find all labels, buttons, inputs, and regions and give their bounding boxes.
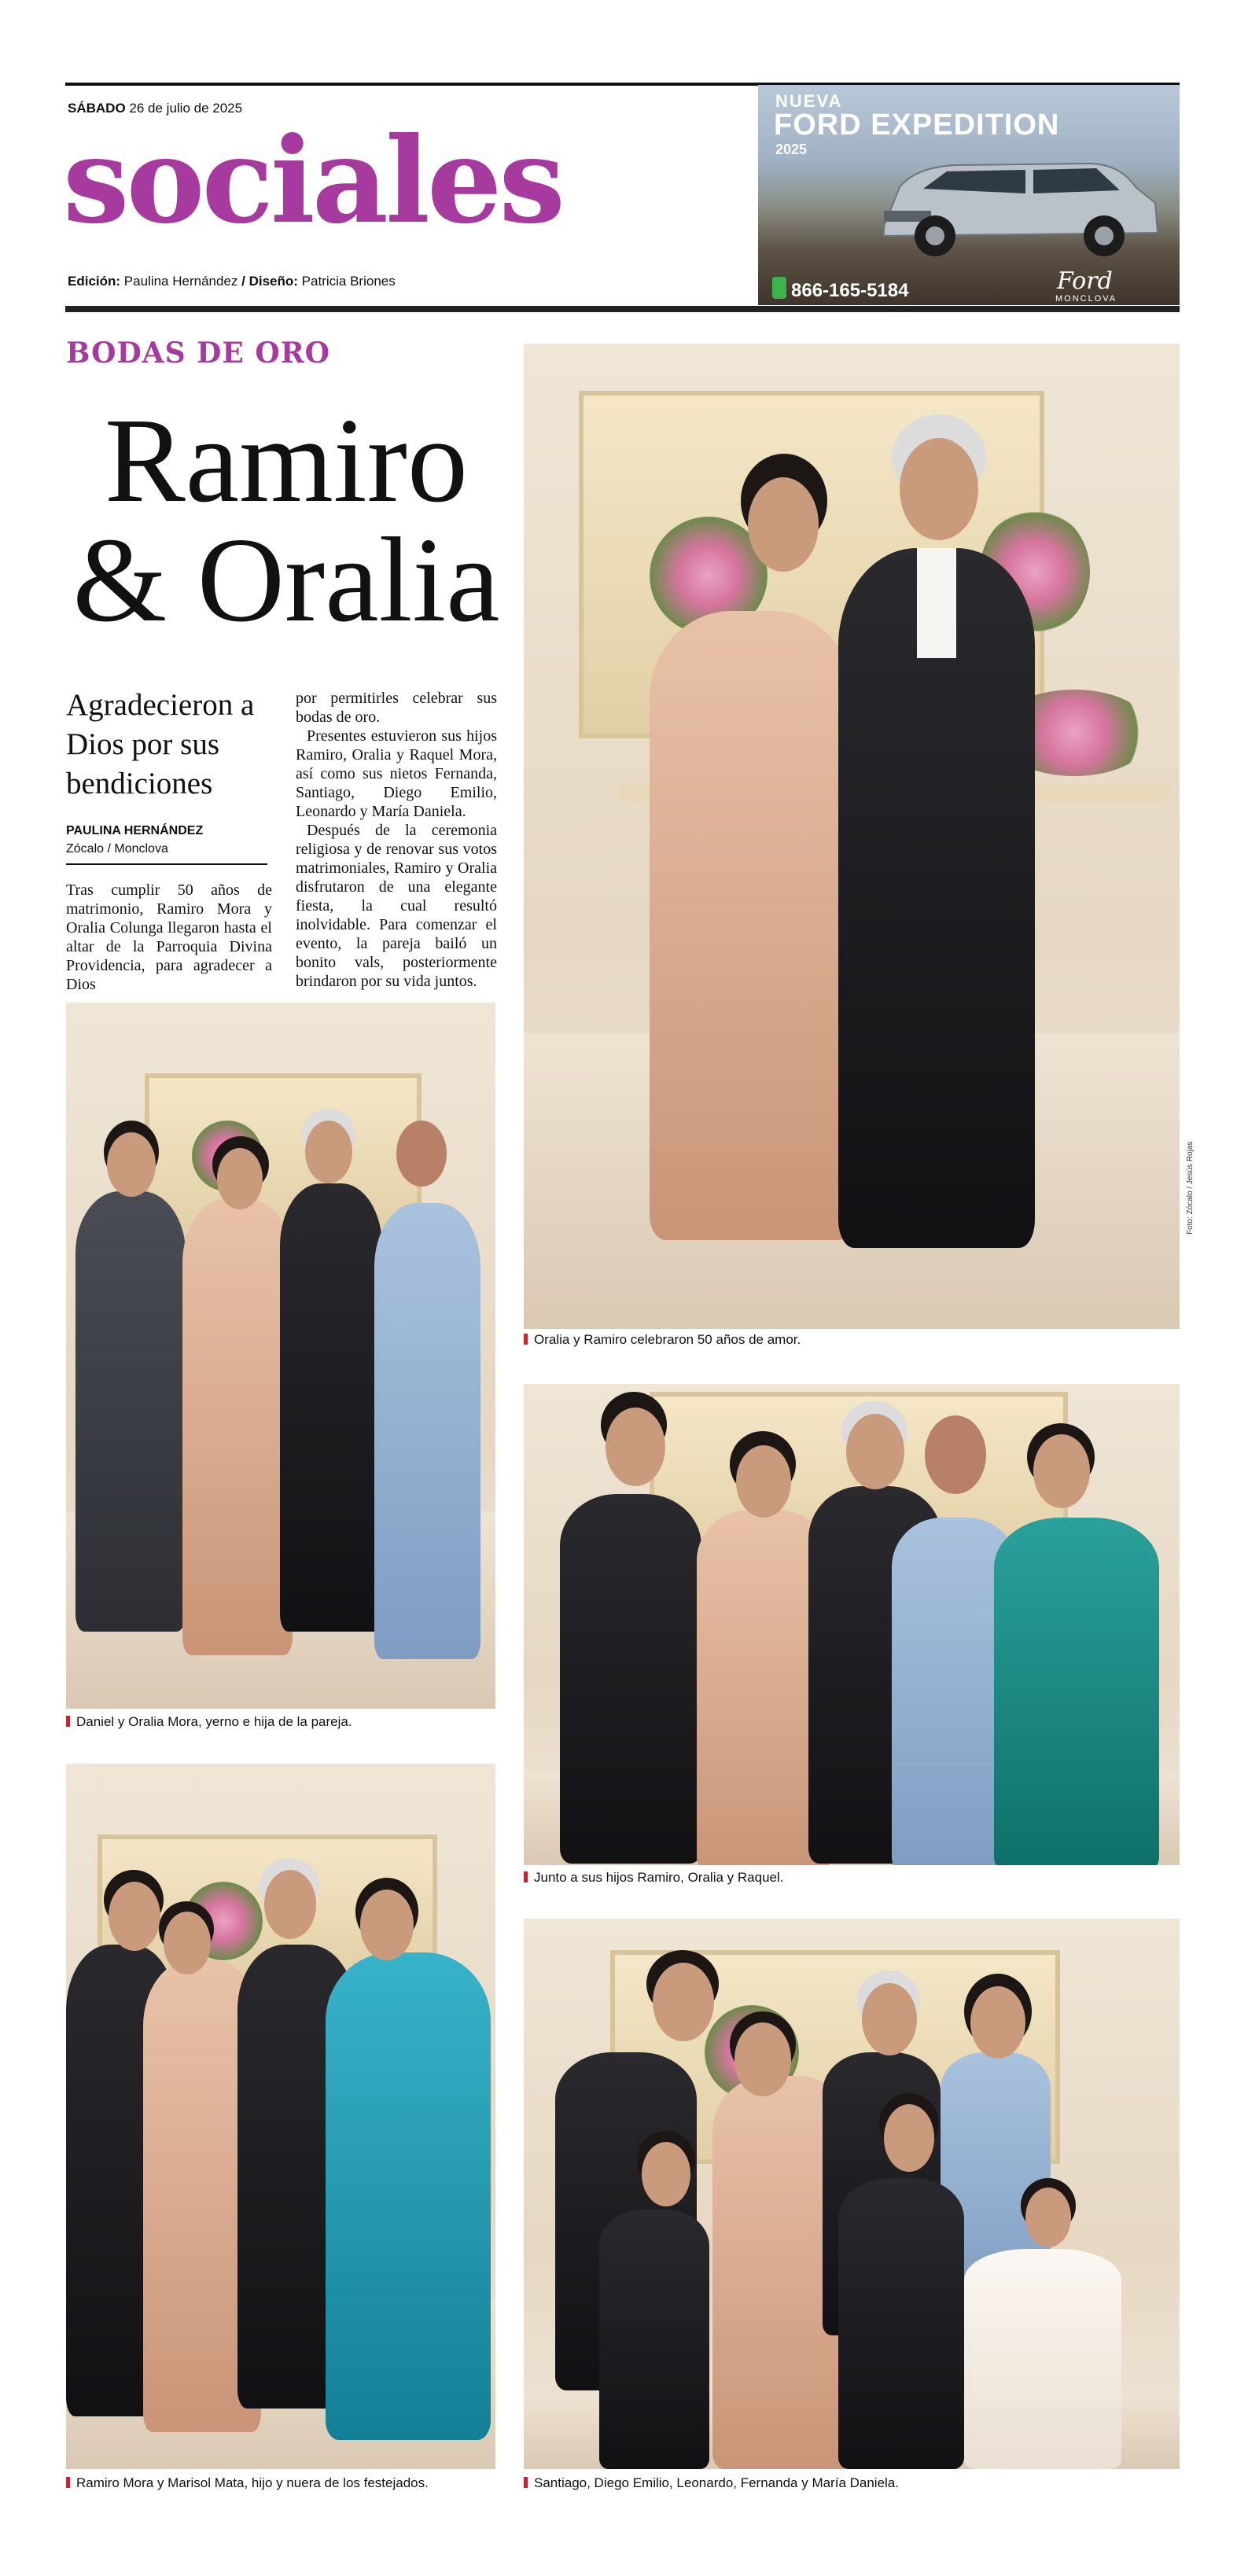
byline-place: Zócalo / Monclova — [66, 842, 168, 856]
ford-logo: Ford — [1057, 267, 1113, 295]
body-paragraph: Después de la ceremonia religiosa y de renovar sus votos matrimoniales, Ramiro y Oralia disfrutaron de una elegante fiesta, la cual resultó inolvidable. Para comenzar el evento, la pareja bailó un bonito vals, posteriormente brindaron por su vida juntos. — [296, 822, 497, 990]
headline-line-1: Ramiro — [105, 394, 468, 528]
photo-grandchildren[interactable] — [524, 1919, 1180, 2469]
kicker: BODAS DE ORO — [66, 337, 330, 370]
header-bottom-rule — [65, 306, 1180, 312]
body-column-2 — [296, 689, 497, 991]
photo-family-1[interactable] — [66, 1003, 495, 1709]
main-photo[interactable] — [524, 344, 1180, 1329]
ad-phone[interactable]: 866-165-5184 — [791, 280, 909, 301]
ad-tagline: NUEVA — [775, 91, 843, 111]
section-title: sociales — [63, 112, 562, 250]
ad-model: FORD EXPEDITION — [774, 109, 1060, 142]
deck: Agradecieron a Dios por sus bendiciones — [66, 688, 255, 800]
left1-caption: Daniel y Oralia Mora, yerno e hija de la pareja. — [66, 1714, 352, 1730]
design-label: / Diseño: — [241, 274, 298, 289]
ad-city: MONCLOVA — [1055, 294, 1117, 304]
right2-caption: Junto a sus hijos Ramiro, Oralia y Raquel. — [524, 1870, 783, 1886]
edition-name: Paulina Hernández — [123, 274, 238, 289]
body-paragraph: Presentes estuvieron sus hijos Ramiro, Oralia y Raquel Mora, así como sus nietos Fernanda, Santiago, Diego Emilio, Leonardo y María Daniela. — [296, 727, 497, 820]
left2-caption: Ramiro Mora y Marisol Mata, hijo y nuera de los festejados. — [66, 2475, 429, 2491]
whatsapp-icon — [772, 277, 786, 299]
ad-year: 2025 — [775, 142, 808, 157]
right3-caption: Santiago, Diego Emilio, Leonardo, Fernanda y María Daniela. — [524, 2475, 899, 2491]
body-paragraph: por permitirles celebrar sus bodas de oro. — [296, 690, 497, 726]
headline — [66, 394, 506, 647]
body-paragraph: Tras cumplir 50 años de matrimonio, Ramiro Mora y Oralia Colunga llegaron hasta el altar de la Parroquia Divina Providencia, para agradecer a Dios — [66, 881, 272, 993]
design-name: Patricia Briones — [301, 274, 396, 289]
main-caption: Oralia y Ramiro celebraron 50 años de amor. — [524, 1332, 801, 1348]
body-column-1 — [66, 881, 272, 994]
headline-line-2: & Oralia — [72, 513, 500, 647]
photo-family-3[interactable] — [66, 1764, 495, 2469]
date-rest: 26 de julio de 2025 — [129, 101, 243, 116]
byline-name: PAULINA HERNÁNDEZ — [66, 824, 204, 837]
byline-rule — [66, 863, 267, 865]
edition-label: Edición: — [68, 274, 121, 289]
photo-credit: Foto: Zócalo / Jesús Rojas — [1186, 1141, 1195, 1235]
date-day: SÁBADO — [68, 101, 126, 116]
suv-image — [868, 132, 1167, 266]
photo-family-2[interactable] — [524, 1384, 1180, 1865]
ford-ad[interactable] — [758, 85, 1180, 305]
credits — [68, 274, 396, 289]
